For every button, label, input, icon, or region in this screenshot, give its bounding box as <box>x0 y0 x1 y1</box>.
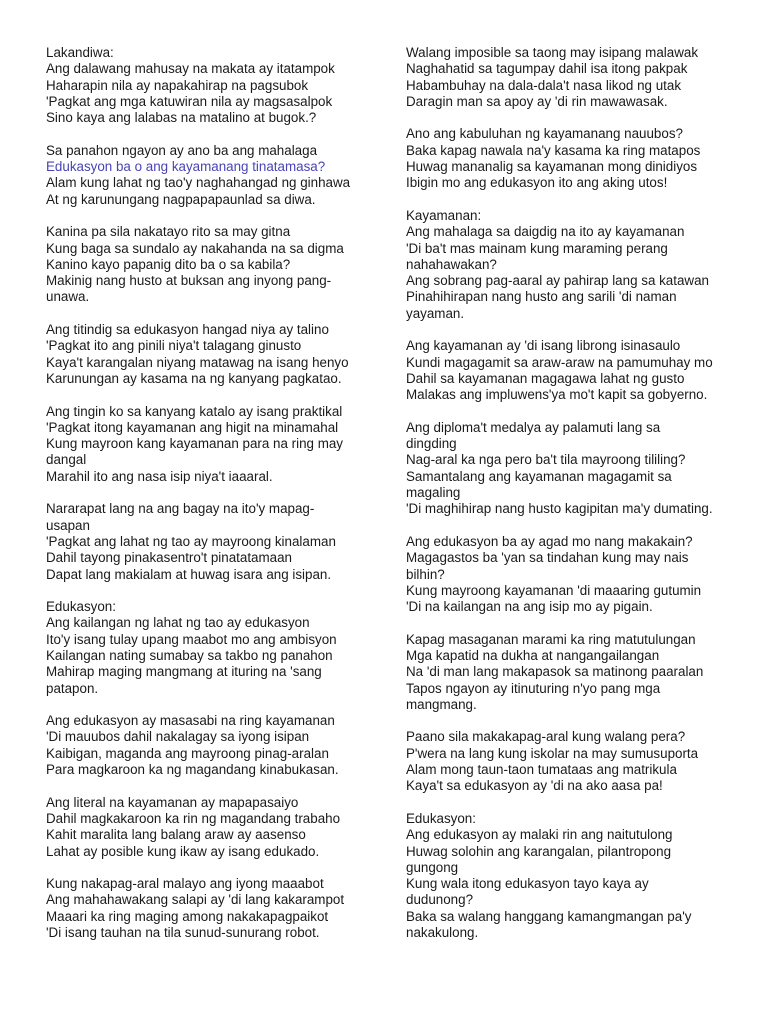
poem-line: Ang kayamanan ay 'di isang librong isinasaulo <box>406 338 681 354</box>
poem-line: Dahil tayong pinakasentro't pinatatamaan <box>46 550 292 566</box>
poem-line: 'Pagkat ito ang pinili niya't talagang ginusto <box>46 338 302 354</box>
poem-line: Nararapat lang na ang bagay na ito'y mapag- <box>46 501 315 517</box>
poem-line: Ang dalawang mahusay na makata ay itatampok <box>46 61 335 77</box>
stanza <box>46 224 366 305</box>
poem-line: unawa. <box>46 289 90 305</box>
poem-line: Paano sila makakapag-aral kung walang pera? <box>406 729 686 745</box>
poem-line: Edukasyon: <box>46 599 116 615</box>
stanza <box>406 811 731 941</box>
poem-line: Kaya't sa edukasyon ay 'di na ako aasa pa! <box>406 778 663 794</box>
poem-line: Marahil ito ang nasa isip niya't iaaaral. <box>46 468 273 484</box>
poem-line: Kaibigan, maganda ang mayroong pinag-aralan <box>46 745 329 761</box>
poem-line: dingding <box>406 436 457 452</box>
poem-line: Lakandiwa: <box>46 45 114 60</box>
poem-line: Kundi magagamit sa araw-araw na pamumuhay mo <box>406 354 713 370</box>
poem-line: Ang mahahawakang salapi ay 'di lang kakarampot <box>46 892 345 908</box>
poem-line: Mahirap maging mangmang at ituring na 'sang <box>46 664 322 680</box>
poem-line: Nag-aral ka nga pero ba't tila mayroong tililing? <box>406 452 686 468</box>
stanza <box>406 632 731 713</box>
poem-line: 'Pagkat ang mga katuwiran nila ay magsasalpok <box>46 93 333 109</box>
poem-line: Kung nakapag-aral malayo ang iyong maaabot <box>46 876 324 892</box>
stanza <box>406 338 731 403</box>
poem-line: Kailangan nating sumabay sa takbo ng panahon <box>46 647 333 663</box>
poem-line: Maaari ka ring maging among nakakapagpaikot <box>46 908 329 924</box>
poem-line: Ang sobrang pag-aaral ay pahirap lang sa katawan <box>406 273 709 289</box>
poem-line: Samantalang ang kayamanan magagamit sa <box>406 468 672 484</box>
poem-line: Lahat ay posible kung ikaw ay isang edukado. <box>46 843 320 859</box>
poem-line: Kanino kayo papanig dito ba o sa kabila? <box>46 256 291 272</box>
poem-line: Pinahihirapan nang husto ang sarili 'di naman <box>406 289 677 305</box>
poem-line: Ang kailangan ng lahat ng tao ay edukasyon <box>46 615 310 631</box>
poem-line: Ang titindig sa edukasyon hangad niya ay talino <box>46 322 329 338</box>
poem-line: Kayamanan: <box>406 207 482 223</box>
poem-line: Ibigin mo ang edukasyon ito ang aking utos! <box>406 175 668 191</box>
right-column <box>406 45 731 958</box>
poem-line: Alam kung lahat ng tao'y naghahangad ng ginhawa <box>46 175 351 191</box>
poem-line: 'Di ba't mas mainam kung maraming perang <box>406 240 668 256</box>
stanza <box>46 599 366 697</box>
poem-line: Ang literal na kayamanan ay mapapasaiyo <box>46 794 299 810</box>
poem-line: Kahit maralita lang balang araw ay aasenso <box>46 827 306 843</box>
poem-line: Edukasyon ba o ang kayamanang tinatamasa? <box>46 159 326 175</box>
poem-line: 'Di mauubos dahil nakalagay sa iyong isipan <box>46 729 310 745</box>
poem-line: Haharapin nila ay napakahirap na pagsubok <box>46 77 309 93</box>
poem-line: Tapos ngayon ay itinuturing n'yo pang mga <box>406 680 661 696</box>
poem-line: Dahil magkakaroon ka rin ng magandang trabaho <box>46 810 341 826</box>
poem-line: mangmang. <box>406 696 477 712</box>
poem-line: Huwag solohin ang karangalan, pilantropong <box>406 843 672 859</box>
poem-line: Naghahatid sa tagumpay dahil isa itong pakpak <box>406 61 688 77</box>
poem-line: Huwag mananalig sa kayamanan mong dinidiyos <box>406 159 698 175</box>
poem-line: yayaman. <box>406 305 465 321</box>
poem-line: usapan <box>46 517 90 533</box>
poem-line: Kapag masaganan marami ka ring matutulungan <box>406 631 696 647</box>
poem-line: Para magkaroon ka ng magandang kinabukasan. <box>46 762 339 778</box>
poem-line: 'Di isang tauhan na tila sunud-sunurang robot. <box>46 925 320 941</box>
poem-line: 'Di na kailangan na ang isip mo ay pigain. <box>406 599 653 615</box>
stanza <box>406 126 731 191</box>
poem-line: nakakulong. <box>406 925 479 941</box>
poem-line: 'Pagkat itong kayamanan ang higit na minamahal <box>46 419 339 435</box>
poem-line: Dahil sa kayamanan magagawa lahat ng gusto <box>406 370 685 386</box>
poem-line: Ang diploma't medalya ay palamuti lang sa <box>406 419 661 435</box>
stanza <box>46 501 366 582</box>
poem-line: Ang mahalaga sa daigdig na ito ay kayamanan <box>406 224 685 240</box>
poem-line: At ng karunungang nagpapapaunlad sa diwa. <box>46 191 316 207</box>
poem-line: dudunong? <box>406 892 474 908</box>
poem-line: Ang tingin ko sa kanyang katalo ay isang praktikal <box>46 403 343 419</box>
poem-line: Kanina pa sila nakatayo rito sa may gitna <box>46 224 291 240</box>
poem-line: Dapat lang makialam at huwag isara ang isipan. <box>46 566 332 582</box>
poem-line: Ang edukasyon ay masasabi na ring kayamanan <box>46 713 335 729</box>
stanza <box>406 729 731 794</box>
poem-line: 'Pagkat ang lahat ng tao ay mayroong kinalaman <box>46 533 336 549</box>
poem-line: Ang edukasyon ba ay agad mo nang makakain? <box>406 533 693 549</box>
poem-line: Na 'di man lang makapasok sa matinong paaralan <box>406 664 704 680</box>
poem-line: dangal <box>46 452 87 468</box>
poem-line: Ano ang kabuluhan ng kayamanang nauubos? <box>406 126 683 142</box>
left-column <box>46 45 366 958</box>
poem-line: Magagastos ba 'yan sa tindahan kung may nais <box>406 550 689 566</box>
stanza <box>406 534 731 615</box>
poem-line: Sino kaya ang lalabas na matalino at bugok.? <box>46 110 317 126</box>
poem-line: Kaya't karangalan niyang matawag na isang henyo <box>46 354 349 370</box>
poem-line: Karunungan ay kasama na ng kanyang pagkatao. <box>46 370 342 386</box>
stanza <box>46 713 366 778</box>
poem-line: P'wera na lang kung iskolar na may sumusuporta <box>406 745 699 761</box>
poem-line: Kung wala itong edukasyon tayo kaya ay <box>406 876 649 892</box>
stanza <box>46 876 366 941</box>
stanza <box>46 143 366 208</box>
poem-line: Ang edukasyon ay malaki rin ang naitutulong <box>406 827 673 843</box>
stanza <box>46 404 366 485</box>
poem-line: patapon. <box>46 680 99 696</box>
poem-line: Walang imposible sa taong may isipang malawak <box>406 45 699 60</box>
stanza <box>406 420 731 518</box>
poem-line: Baka sa walang hanggang kamangmangan pa'y <box>406 908 692 924</box>
poem-line: magaling <box>406 485 461 501</box>
poem-line: Daragin man sa apoy ay 'di rin mawawasak. <box>406 93 668 109</box>
poem-line: Habambuhay na dala-dala't nasa likod ng utak <box>406 77 682 93</box>
poem-line: 'Di maghihirap nang husto kagipitan ma'y dumating. <box>406 501 713 517</box>
poem-line: Makinig nang husto at buksan ang inyong pang- <box>46 273 332 289</box>
stanza <box>406 45 731 110</box>
poem-line: Alam mong taun-taon tumataas ang matrikula <box>406 762 677 778</box>
poem-line: Kung baga sa sundalo ay nakahanda na sa digma <box>46 240 344 256</box>
poem-line: Kung mayroong kayamanan 'di maaaring gutumin <box>406 582 702 598</box>
poem-line: bilhin? <box>406 566 445 582</box>
poem-line: Mga kapatid na dukha at nangangailangan <box>406 647 660 663</box>
poem-line: Sa panahon ngayon ay ano ba ang mahalaga <box>46 142 318 158</box>
stanza <box>406 208 731 322</box>
poem-line: nahahawakan? <box>406 256 497 272</box>
poem-line: Baka kapag nawala na'y kasama ka ring matapos <box>406 142 701 158</box>
poem-line: Malakas ang impluwens'ya mo't kapit sa gobyerno. <box>406 387 708 403</box>
poem-line: Kung mayroon kang kayamanan para na ring may <box>46 436 344 452</box>
poem-line: Edukasyon: <box>406 810 476 826</box>
poem-line: Ito'y isang tulay upang maabot mo ang ambisyon <box>46 631 337 647</box>
poem-line: gungong <box>406 859 459 875</box>
stanza <box>46 45 366 126</box>
stanza <box>46 322 366 387</box>
stanza <box>46 795 366 860</box>
